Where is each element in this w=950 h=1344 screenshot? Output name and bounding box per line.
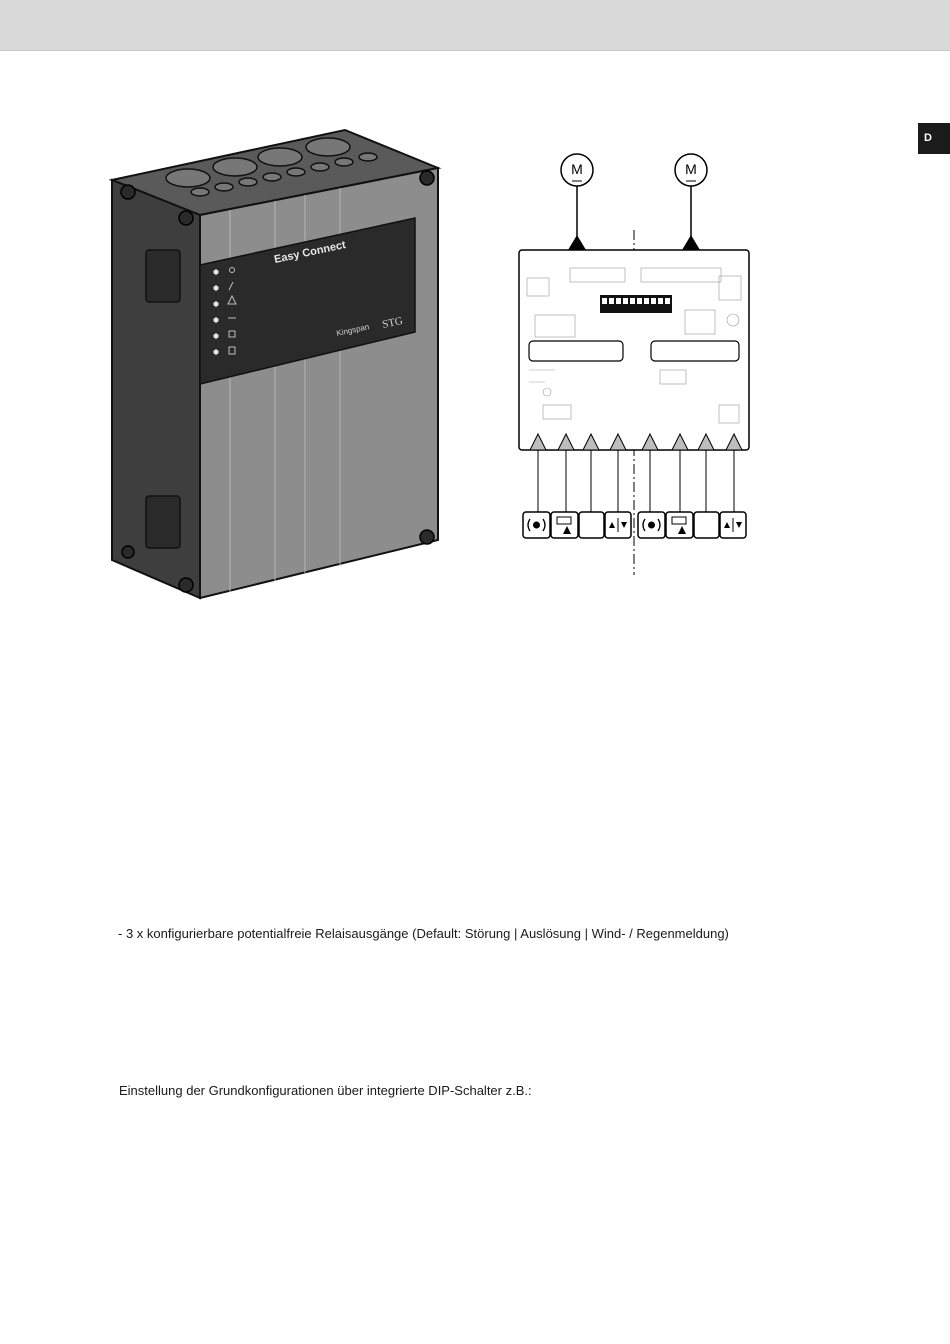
brand-label: Easy Connect <box>273 239 347 266</box>
device-illustration <box>100 120 450 610</box>
relay-outputs-text: - 3 x konfigurierbare potentialfreie Relaisausgänge (Default: Störung | Auslösung | Wind- / Regenmeldung) <box>118 926 729 941</box>
blank-input-icon <box>694 512 719 538</box>
logo-text: Kingspan <box>335 322 371 338</box>
manual-call-point-icon <box>666 512 693 538</box>
motor-right-label: M <box>685 161 697 177</box>
manual-call-point-icon <box>551 512 578 538</box>
motor-left-icon <box>561 154 593 250</box>
wiring-diagram <box>505 150 765 580</box>
motor-right-icon <box>675 154 707 250</box>
sensor-group-left <box>523 512 631 538</box>
dip-config-text: Einstellung der Grundkonfigurationen über integrierte DIP-Schalter z.B.: <box>119 1083 532 1098</box>
sensor-group-right <box>638 512 746 538</box>
blank-input-icon <box>579 512 604 538</box>
logo-suffix: STG <box>381 314 404 331</box>
motor-left-label: M <box>571 161 583 177</box>
language-tab[interactable]: D <box>918 123 950 154</box>
header-bar <box>0 0 950 51</box>
